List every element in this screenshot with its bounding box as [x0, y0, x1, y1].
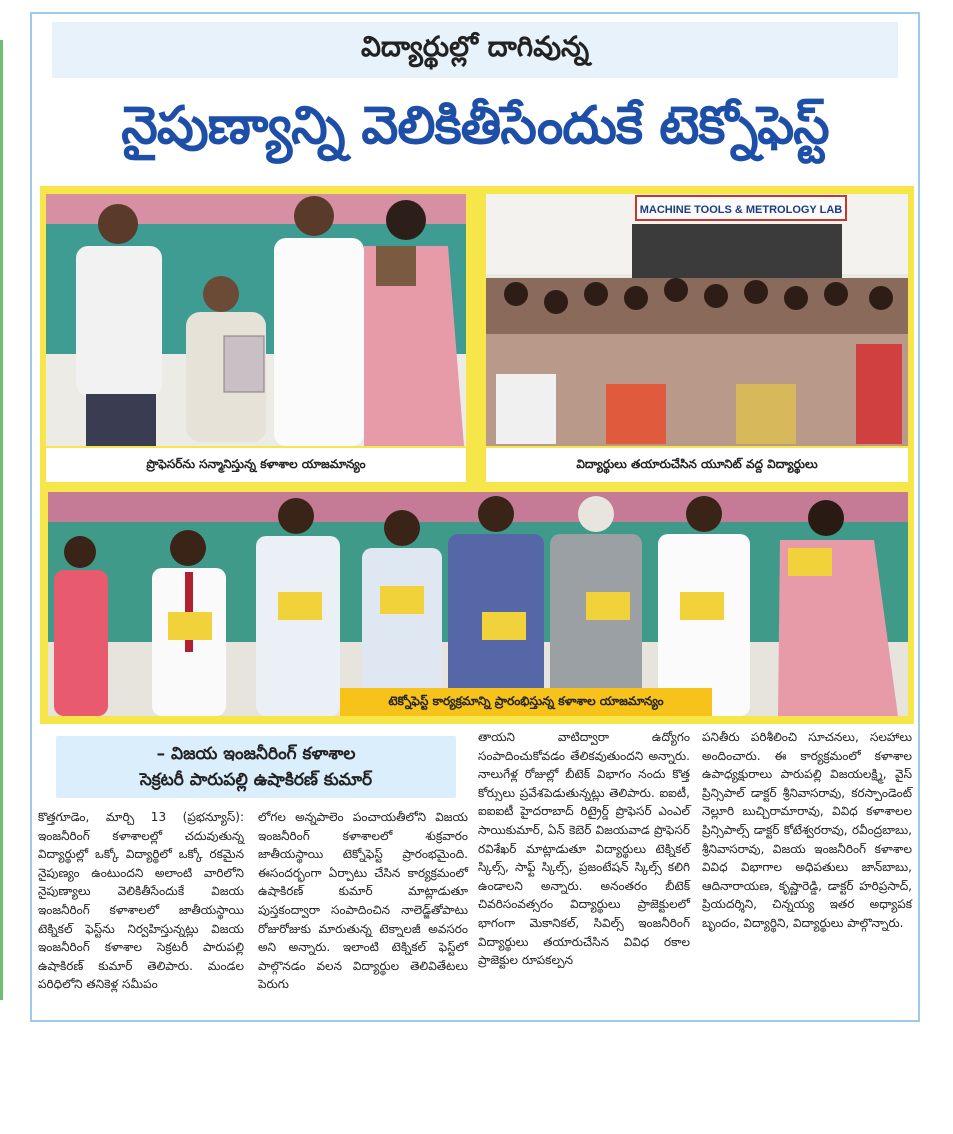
article-column-2: లోగల అన్నపాలెం పంచాయతీలోని విజయ ఇంజనీరింగ్ కళాశాలలో శుక్రవారం జాతీయస్థాయి టెక్నోఫెస్ట్ ప్రారంభమైంది. ఈసందర్భంగా ఏర్పాటు చేసిన కార్యక్రమంలో ఉషాకిరణ్ కుమార్ మాట్లాడుతూ పుస్తకంద్వారా సంపాదించిన నాలెడ్జ్‌తోపాటు రోజురోజుకు మారుతున్న టెక్నాలజీ అవసరం అని అన్నారు. ఇలాంటి టెక్నికల్ ఫెస్ట్‌లో పాల్గొనడం వలన విద్యార్థుల తెలివితేటలు పెరుగు	[258, 810, 468, 992]
article-column-4: పనితీరు పరిశీలించి సూచనలు, సలహాలు అందించారు. ఈ కార్యక్రమంలో కళాశాల ఉపాధ్యక్షురాలు పారుపల్లి విజయలక్ష్మి, వైస్ ప్రిన్సిపాల్ డాక్టర్ శ్రీనివాసరావు, కరస్పాండెంట్ నెల్లూరి బుచ్చిరామారావు, వివిధ కళాశాలల ప్రిన్సిపాల్స్ డాక్టర్ కోటేశ్వరరావు, రవీంద్రబాబు, శ్రీనివాసరావు, విజయ ఇంజనీరింగ్ కళాశాల వివిధ విభాగాల అధిపతులు జాన్‌బాబు, ఆదినారాయణ, కృష్ణారెడ్డి, డాక్టర్ హరిప్రసాద్, ప్రియదర్శిని, చిన్నయ్య ఇతర అధ్యాపక బృందం, విద్యార్థిని, విద్యార్థులు పాల్గొన్నారు.	[702, 730, 912, 930]
headline: నైపుణ్యాన్ని వెలికితీసేందుకే టెక్నోఫెస్ట్	[121, 96, 829, 156]
article-column-3: తాయని వాటిద్వారా ఉద్యోగం సంపాదించుకోవడం తేలికవుతుందని అన్నారు. నాలుగేళ్ల రోజుల్లో బీటెక్ విభాగం నందు కొత్త కోర్సులు ప్రవేశపెడుతున్నట్లు తెలిపారు. ఐఐటీ, ఐఐఐటీ హైదరాబాద్ రిట్రైర్డ్ ప్రొఫెసర్ ఎంఎల్ సాయికుమార్, ఏన్ కెబెర్ విజయవాడ ప్రొఫెసర్ రవిశేఖర్ మాట్లాడుతూ విద్యార్థులు టెక్నికల్ స్కిల్స్, సాఫ్ట్ స్కిల్స్, ప్రజంటేషన్ స్కిల్స్ కలిగి ఉండాలని అన్నారు. అనంతరం బీటెక్ చివరిసంవత్సరం విద్యార్థులు ప్రాజెక్టులలో భాగంగా మెకానికల్, సివిల్స్ ఇంజనీరింగ్ విద్యార్థులు తయారుచేసిన వివిధ రకాల ప్రాజెక్టుల రూపకల్పన	[478, 730, 690, 968]
caption-students-lab: విద్యార్థులు తయారుచేసిన యూనిట్ వద్ద విద్యార్థులు	[486, 448, 908, 482]
photo-block	[40, 186, 914, 724]
kicker-band	[52, 22, 898, 78]
newspaper-clipping	[30, 12, 920, 1022]
students-photo-image	[486, 194, 908, 446]
page-edge-mark	[0, 40, 3, 1000]
byline-box	[56, 736, 456, 798]
caption-felicitation: ప్రొఫెసర్‌ను సన్మానిస్తున్న కళాశాల యాజమాన్యం	[46, 448, 466, 482]
photo-students-lab	[486, 194, 908, 446]
felicitation-photo-image	[46, 194, 466, 446]
lab-sign-text: MACHINE TOOLS & METROLOGY LAB	[639, 204, 843, 216]
photo-fest-inauguration	[48, 492, 908, 716]
photo-felicitation	[46, 194, 466, 446]
inauguration-photo-image	[48, 492, 908, 716]
caption-fest-inauguration: టెక్నోఫెస్ట్ కార్యక్రమాన్ని ప్రారంభిస్తున్న కళాశాల యాజమాన్యం	[340, 688, 712, 716]
byline-line2: సెక్రటరీ పారుపల్లి ఉషాకిరణ్ కుమార్	[139, 770, 373, 790]
kicker: విద్యార్థుల్లో దాగివున్న	[360, 30, 590, 63]
article-column-1: కొత్తగూడెం, మార్చి 13 (ప్రభన్యూస్): ఇంజనీరింగ్ కళాశాలల్లో చదువుతున్న విద్యార్థుల్లో ఒక్కో విద్యార్థిలో ఒక్కో రకమైన నైపుణ్యం ఉంటుందని అలాంటి వారిలోని నైపుణ్యాలు వెలికితీసేందుకే విజయ ఇంజనీరింగ్ కళాశాలలో జాతీయస్థాయి టెక్నికల్ ఫెస్ట్‌ను నిర్వహిస్తున్నట్లు విజయ ఇంజనీరింగ్ కళాశాల సెక్రటరీ పారుపల్లి ఉషాకిరణ్ కుమార్ తెలిపారు. మండల పరిధిలోని తనికెళ్ల సమీపం	[38, 810, 244, 992]
byline-line1: – విజయ ఇంజనీరింగ్ కళాశాల	[156, 744, 356, 764]
